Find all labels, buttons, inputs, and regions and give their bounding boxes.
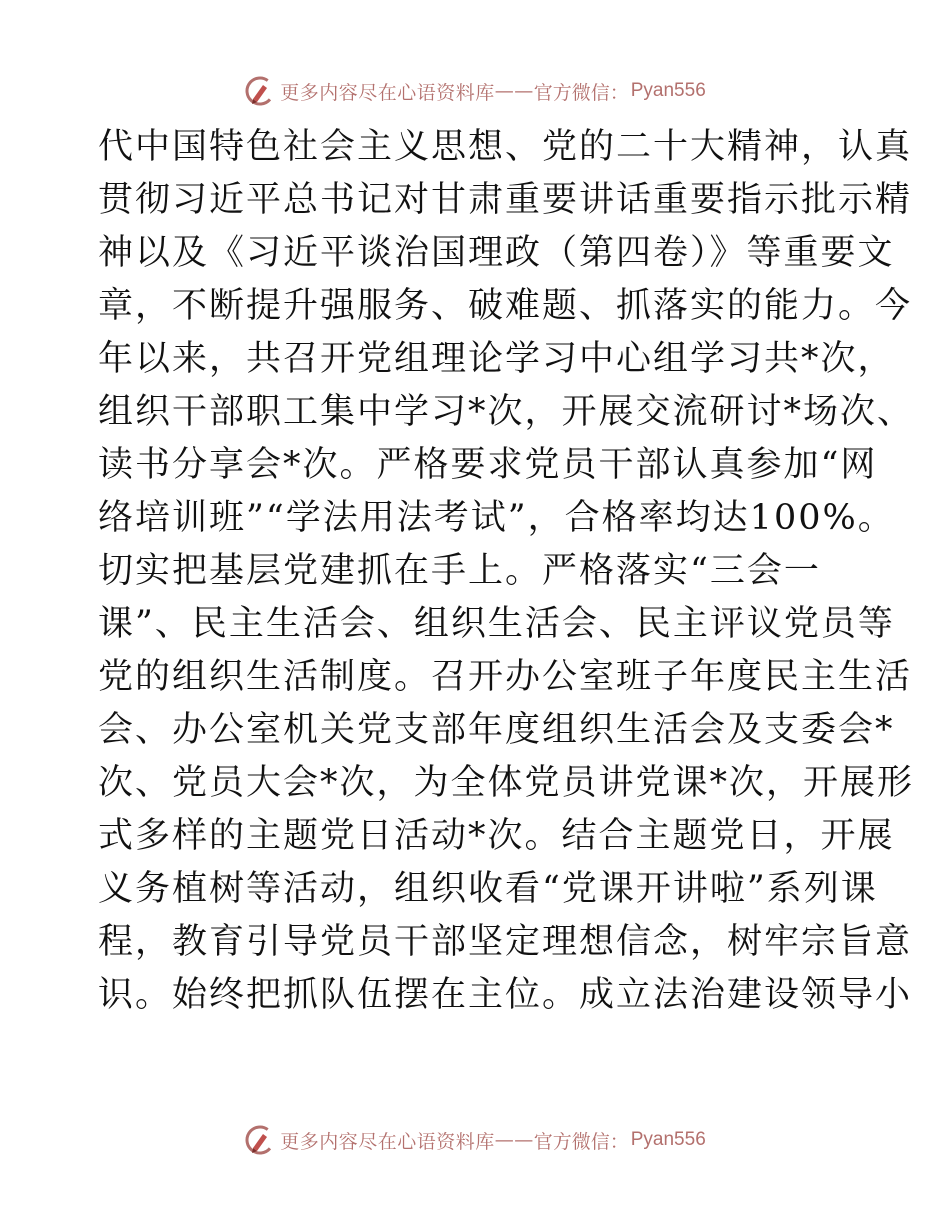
text-line: 神以及《习近平谈治国理政（第四卷）》等重要文 <box>98 233 895 273</box>
text-line: 党的组织生活制度。召开办公室班子年度民主生活 <box>98 657 913 697</box>
document-body <box>98 121 915 1022</box>
text-line: 会、办公室机关党支部年度组织生活会及支委会* <box>98 710 895 750</box>
pen-logo-icon <box>244 1124 276 1156</box>
text-line: 年以来，共召开党组理论学习中心组学习共*次， <box>98 339 895 379</box>
text-line: 识。始终把抓队伍摆在主位。成立法治建设领导小 <box>98 975 913 1015</box>
text-line: 切实把基层党建抓在手上。严格落实“三会一 <box>98 551 821 591</box>
footer-wechat-id: Pyan556 <box>630 1129 706 1150</box>
text-line: 读书分享会*次。严格要求党员干部认真参加“网 <box>98 445 878 485</box>
header-watermark <box>0 71 950 111</box>
text-line: 义务植树等活动，组织收看“党课开讲啦”系列课 <box>98 869 878 909</box>
text-line: 程，教育引导党员干部坚定理想信念，树牢宗旨意 <box>98 922 913 962</box>
header-separator: —— <box>494 80 534 102</box>
text-line: 式多样的主题党日活动*次。结合主题党日，开展 <box>98 816 895 856</box>
text-line: 次、党员大会*次，为全体党员讲党课*次，开展形 <box>98 763 915 803</box>
pen-logo-icon <box>244 75 276 107</box>
footer-slogan: 更多内容尽在心语资料库 <box>280 1130 495 1153</box>
text-line: 贯彻习近平总书记对甘肃重要讲话重要指示批示精 <box>98 180 913 220</box>
header-slogan: 更多内容尽在心语资料库 <box>280 81 495 104</box>
header-wechat-id: Pyan556 <box>630 80 706 101</box>
text-line: 络培训班”“学法用法考试”，合格率均达100%。 <box>98 498 895 538</box>
text-line: 章，不断提升强服务、破难题、抓落实的能力。今 <box>98 286 913 326</box>
text-line: 课”、民主生活会、组织生活会、民主评议党员等 <box>98 604 895 644</box>
footer-wechat-label: 官方微信： <box>533 1130 629 1153</box>
footer-watermark <box>0 1120 950 1160</box>
text-line: 组织干部职工集中学习*次，开展交流研讨*场次、 <box>98 392 915 432</box>
footer-separator: —— <box>494 1129 534 1151</box>
header-wechat-label: 官方微信： <box>533 81 629 104</box>
text-line: 代中国特色社会主义思想、党的二十大精神，认真 <box>98 127 913 167</box>
